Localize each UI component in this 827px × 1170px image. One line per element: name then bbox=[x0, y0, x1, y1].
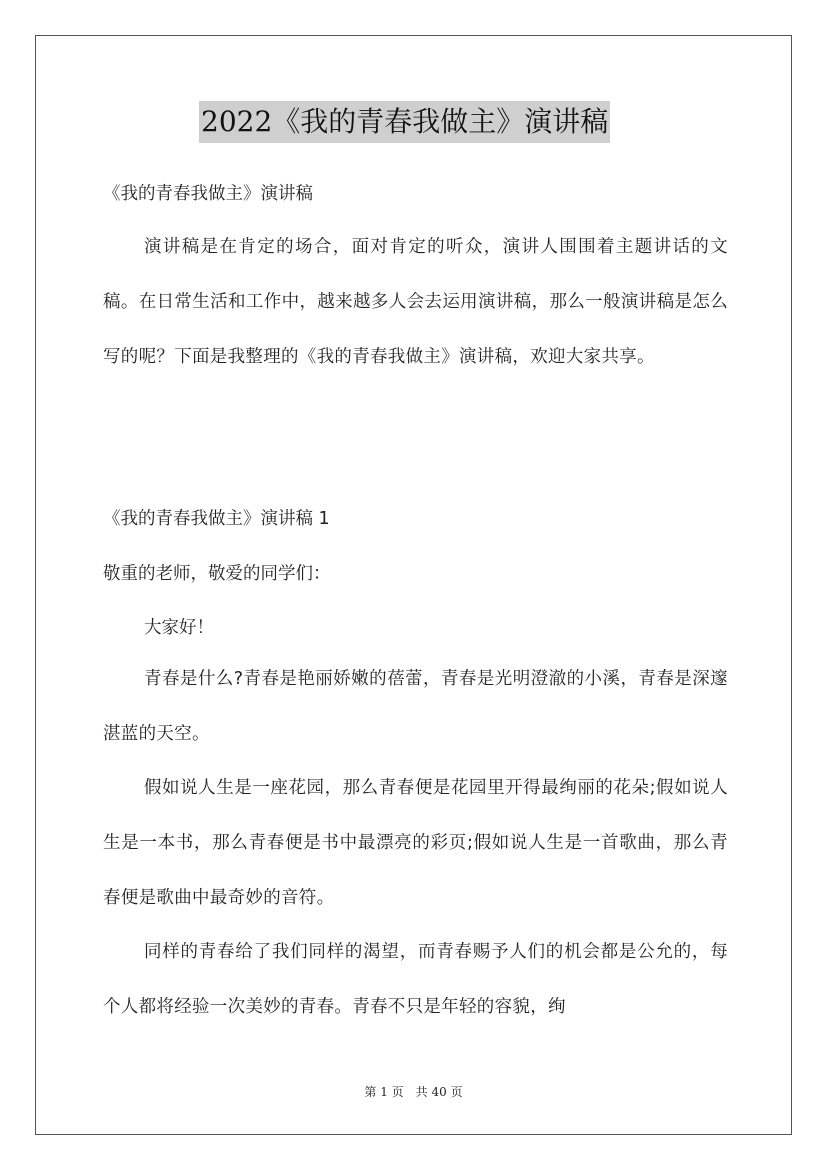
intro-paragraph: 演讲稿是在肯定的场合，面对肯定的听众，演讲人围围着主题讲话的文稿。在日常生活和工作中，越来越多人会去运用演讲稿，那么一般演讲稿是怎么写的呢？下面是我整理的《我的青春我做主》演讲稿，欢迎大家共享。 bbox=[103, 237, 728, 367]
document-subtitle: 《我的青春我做主》演讲稿 bbox=[103, 184, 313, 204]
body-paragraph: 同样的青春给了我们同样的渴望，而青春赐予人们的机会都是公允的，每个人都将经验一次美妙的青春。青春不只是年轻的容貌，绚 bbox=[103, 942, 728, 1017]
section-heading: 《我的青春我做主》演讲稿 1 bbox=[103, 509, 330, 529]
document-title: 2022《我的青春我做主》演讲稿 bbox=[199, 101, 610, 143]
body-paragraph: 青春是什么?青春是艳丽娇嫩的蓓蕾，青春是光明澄澈的小溪，青春是深邃湛蓝的天空。 bbox=[103, 669, 728, 744]
page-number: 第 1 页 共 40 页 bbox=[364, 1085, 463, 1099]
body-paragraph: 假如说人生是一座花园，那么青春便是花园里开得最绚丽的花朵;假如说人生是一本书，那么青春便是书中最漂亮的彩页;假如说人生是一首歌曲，那么青春便是歌曲中最奇妙的音符。 bbox=[103, 778, 728, 908]
salutation: 敬重的老师，敬爱的同学们： bbox=[103, 564, 331, 584]
greeting: 大家好！ bbox=[144, 618, 214, 638]
